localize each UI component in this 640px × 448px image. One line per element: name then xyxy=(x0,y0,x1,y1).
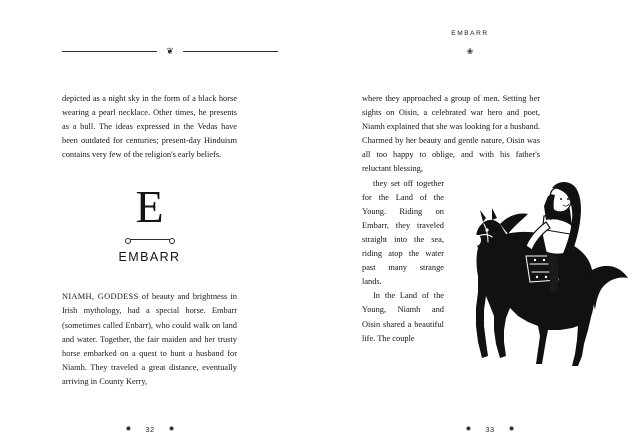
drop-cap-letter: E xyxy=(135,181,164,232)
entry-lead-in: NIAMH, GODDESS xyxy=(62,292,139,302)
running-head: EMBARR xyxy=(451,30,489,37)
entry-body-rest: of beauty and brightness in Irish mythology, had a special horse. Embarr (sometimes called Enbarr), who could walk on land and water. Together, the fair maiden and her trusty horse embarked on a quest to hunt a husband for Niamh. They traveled a great distance, eventually arriving in County Kerry, xyxy=(62,292,237,386)
entry-title: EMBARR xyxy=(118,250,181,264)
floral-ornament-icon: ❦ xyxy=(166,45,174,56)
decorative-divider xyxy=(130,239,170,240)
paragraph: where they approached a group of men. Setting her sights on Oisin, a celebrated war hero and poet, Niamh explained that she was looking for a husband. Charmed by her beauty and gentle nature, Oisin was all too happy to oblige, and with his father's reluctant blessing, xyxy=(362,94,540,174)
page-number: 33 xyxy=(485,425,495,434)
page-number: 32 xyxy=(145,425,155,434)
asterisk-ornament-icon: ✹ xyxy=(168,426,175,433)
right-page-footer xyxy=(320,425,640,434)
paragraph: depicted as a night sky in the form of a black horse wearing a pearl necklace. Other times, he presents as a bull. The ideas expressed in the Vedas have been outdated for centuries; present-day Hinduism contains very few of the religion's early beliefs. xyxy=(62,94,237,160)
asterisk-ornament-icon: ✹ xyxy=(465,426,472,433)
asterisk-ornament-icon: ✹ xyxy=(125,426,132,433)
left-page-body-text xyxy=(62,92,237,162)
paragraph xyxy=(62,290,237,389)
asterisk-ornament-icon: ✹ xyxy=(508,426,515,433)
left-page-top-ornament xyxy=(62,44,278,58)
left-page-footer xyxy=(0,425,320,434)
right-page xyxy=(320,0,640,448)
entry-body-text xyxy=(62,282,237,397)
entry-heading-block xyxy=(62,181,237,264)
ornament-rule-left xyxy=(62,51,157,52)
ornament-rule-right xyxy=(183,51,278,52)
right-page-top-ornament-icon: ❀ xyxy=(466,47,474,56)
paragraph: they set off together for the Land of the Young. Riding on Embarr, they traveled straight into the sea, riding atop the water past many strange lands. xyxy=(362,178,444,287)
right-page-body-text xyxy=(362,92,540,346)
paragraph: In the Land of the Young, Niamh and Oisin shared a beautiful life. The couple xyxy=(362,291,444,343)
